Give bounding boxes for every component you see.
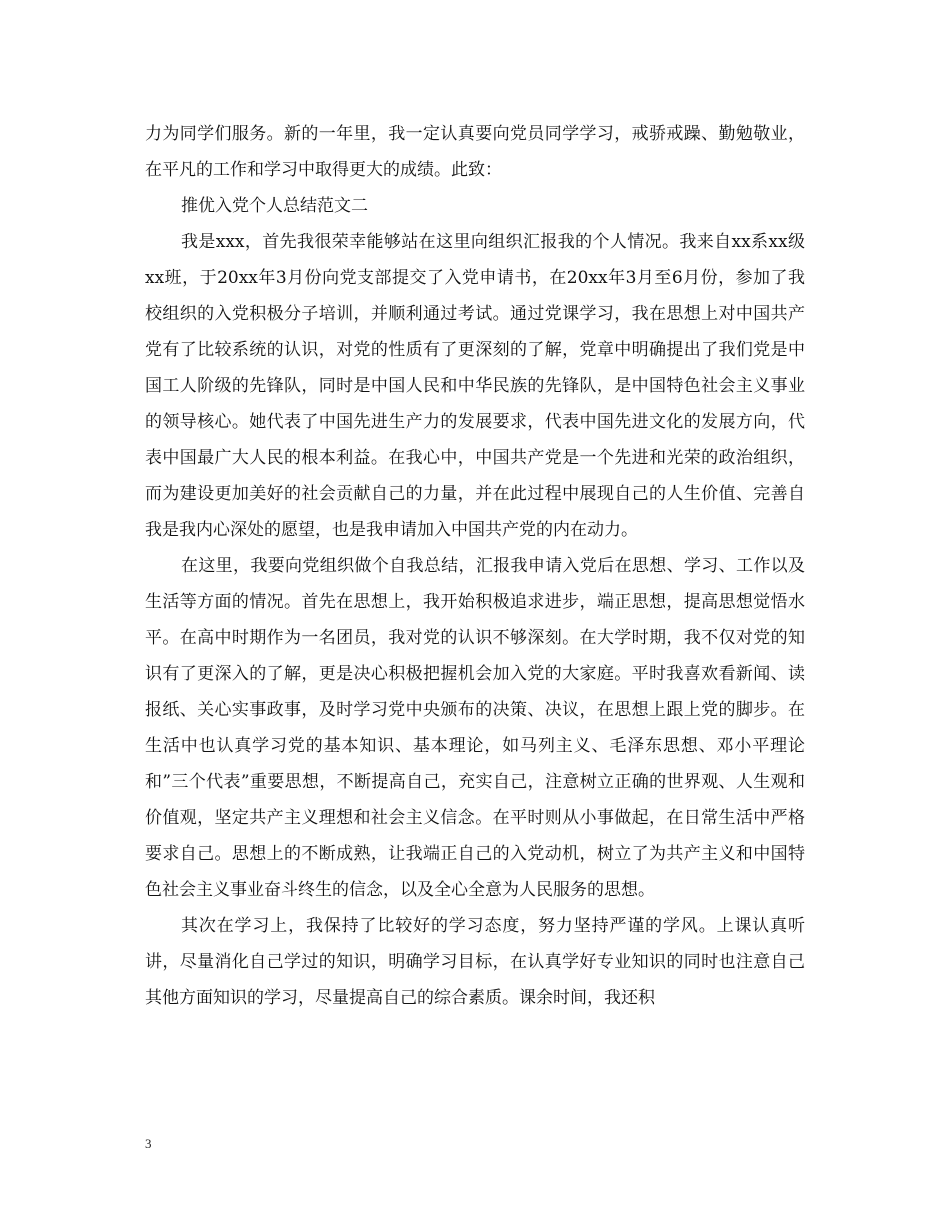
section-heading: 推优入党个人总结范文二 <box>181 196 368 216</box>
paragraph-thought: 在这里，我要向党组织做个自我总结，汇报我申请入党后在思想、学习、工作以及生活等方面的情况。首先在思想上，我开始积极追求进步，端正思想，提高思想觉悟水平。在高中时期作为一名团员，我对党的认识不够深刻。在大学时期，我不仅对党的知识有了更深入的了解，更是决心积极把握机会加入党的大家庭。平时我喜欢看新闻、读报纸、关心实事政事，及时学习党中央颁布的决策、决议，在思想上跟上党的脚步。在生活中也认真学习党的基本知识、基本理论，如马列主义、毛泽东思想、邓小平理论和”三个代表”重要思想，不断提高自己，充实自己，注意树立正确的世界观、人生观和价值观，坚定共产主义理想和社会主义信念。在平时则从小事做起，在日常生活中严格要求自己。思想上的不断成熟，让我端正自己的入党动机，树立了为共产主义和中国特色社会主义事业奋斗终生的信念，以及全心全意为人民服务的思想。 <box>145 556 805 900</box>
paragraph-study: 其次在学习上，我保持了比较好的学习态度，努力坚持严谨的学风。上课认真听讲，尽量消化自己学过的知识，明确学习目标，在认真学好专业知识的同时也注意自己其他方面知识的学习，尽量提高自己的综合素质。课余时间，我还积 <box>145 916 805 1008</box>
page-number: 3 <box>145 1136 152 1151</box>
paragraph-introduction: 我是xxx，首先我很荣幸能够站在这里向组织汇报我的个人情况。我来自xx系xx级xx班，于20xx年3月份向党支部提交了入党申请书，在20xx年3月至6月份，参加了我校组织的入党积极分子培训，并顺利通过考试。通过党课学习，我在思想上对中国共产党有了比较系统的认识，对党的性质有了更深刻的了解，党章中明确提出了我们党是中国工人阶级的先锋队，同时是中国人民和中华民族的先锋队，是中国特色社会主义事业的领导核心。她代表了中国先进生产力的发展要求，代表中国先进文化的发展方向，代表中国最广大人民的根本利益。在我心中，中国共产党是一个先进和光荣的政治组织，而为建设更加美好的社会贡献自己的力量，并在此过程中展现自己的人生价值、完善自我是我内心深处的愿望，也是我申请加入中国共产党的内在动力。 <box>145 232 805 540</box>
paragraph-continuation: 力为同学们服务。新的一年里，我一定认真要向党员同学学习，戒骄戒躁、勤勉敬业，在平凡的工作和学习中取得更大的成绩。此致： <box>145 124 805 180</box>
document-body <box>145 116 805 1016</box>
